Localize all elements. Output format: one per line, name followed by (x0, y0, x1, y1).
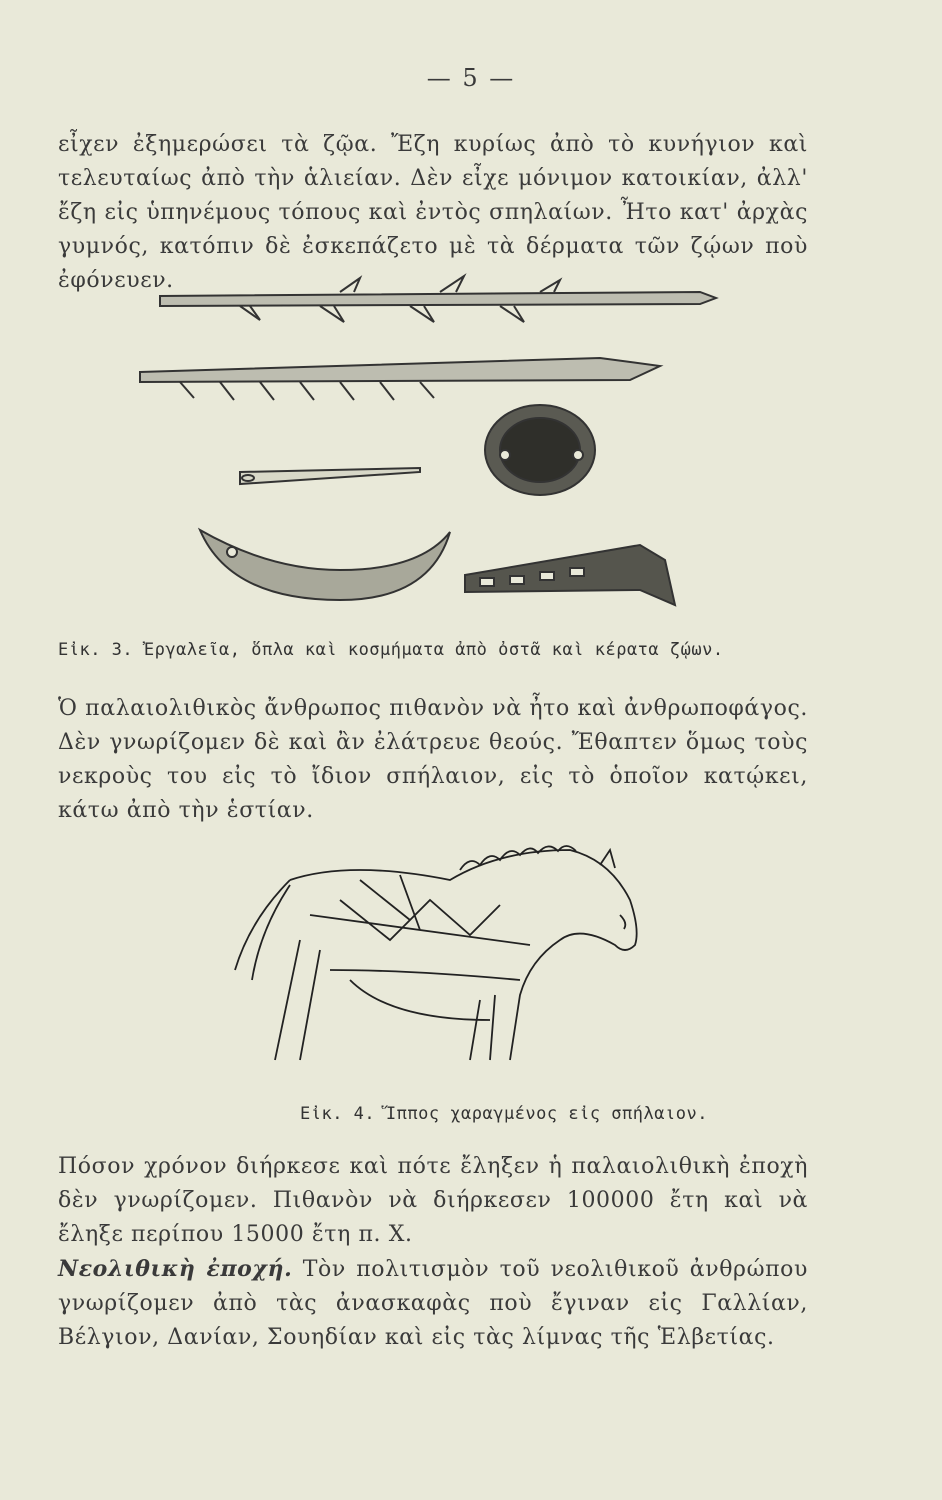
figure-3-caption: Εἰκ. 3. Ἐργαλεῖα, ὅπλα καὶ κοσμήματα ἀπὸ ὀστᾶ καὶ κέρατα ζῴων. (58, 640, 724, 660)
bone-needle (240, 468, 420, 484)
harpoon-upper (160, 292, 716, 306)
harpoon-lower (140, 358, 660, 382)
paragraph-neolithic-text: Τὸν πολιτισμὸν τοῦ νεολιθικοῦ ἀνθρώπου γνωρίζομεν ἀπὸ τὰς ἀνασκαφὰς ποὺ ἔγιναν εἰς Γαλλίαν, Βέλγιον, Δανίαν, Σουηδίαν καὶ εἰς τὰς λίμνας τῆς Ἑλβετίας. (58, 1257, 808, 1350)
figure-3-illustration (120, 270, 760, 620)
section-heading-neolithic: Νεολιθικὴ ἐποχή. (58, 1256, 293, 1282)
figure-4-horse-engraving (230, 820, 660, 1100)
curved-tooth (200, 530, 450, 600)
figure-4-caption: Εἰκ. 4. Ἵππος χαραγμένος εἰς σπήλαιον. (300, 1104, 708, 1124)
paragraph-duration: Πόσον χρόνον διήρκεσε καὶ πότε ἔληξεν ἡ παλαιολιθικὴ ἐποχὴ δὲν γνωρίζομεν. Πιθανὸν νὰ διήρκεσεν 100000 ἔτη καὶ νὰ ἔληξε περίπου 15000 ἔτη π. Χ. (58, 1154, 808, 1247)
paragraph-burial: Ὁ παλαιολιθικὸς ἄνθρωπος πιθανὸν νὰ ἦτο καὶ ἀνθρωποφάγος. Δὲν γνωρίζομεν δὲ καὶ ἂν ἐλάτρευε θεούς. Ἔθαπτεν ὅμως τοὺς νεκροὺς του εἰς τὸ ἴδιον σπήλαιον, εἰς τὸ ὁποῖον κατῴκει, κάτω ἀπὸ τὴν ἑστίαν. (58, 696, 808, 823)
paragraph-neolithic (58, 1252, 808, 1355)
paragraph-hunting: εἶχεν ἐξημερώσει τὰ ζῷα. Ἔζη κυρίως ἀπὸ τὸ κυνήγιον καὶ τελευταίως ἀπὸ τὴν ἁλιείαν. Δὲν εἶχε μόνιμον κατοικίαν, ἀλλ' ἔζη εἰς ὑπηνέμους τόπους καὶ ἐντὸς σπηλαίων. Ἦτο κατ' ἀρχὰς γυμνός, κατόπιν δὲ ἐσκεπάζετο μὲ τὰ δέρματα τῶν ζῴων ποὺ ἐφόνευεν. (58, 132, 808, 293)
page-number: — 5 — (426, 64, 516, 92)
